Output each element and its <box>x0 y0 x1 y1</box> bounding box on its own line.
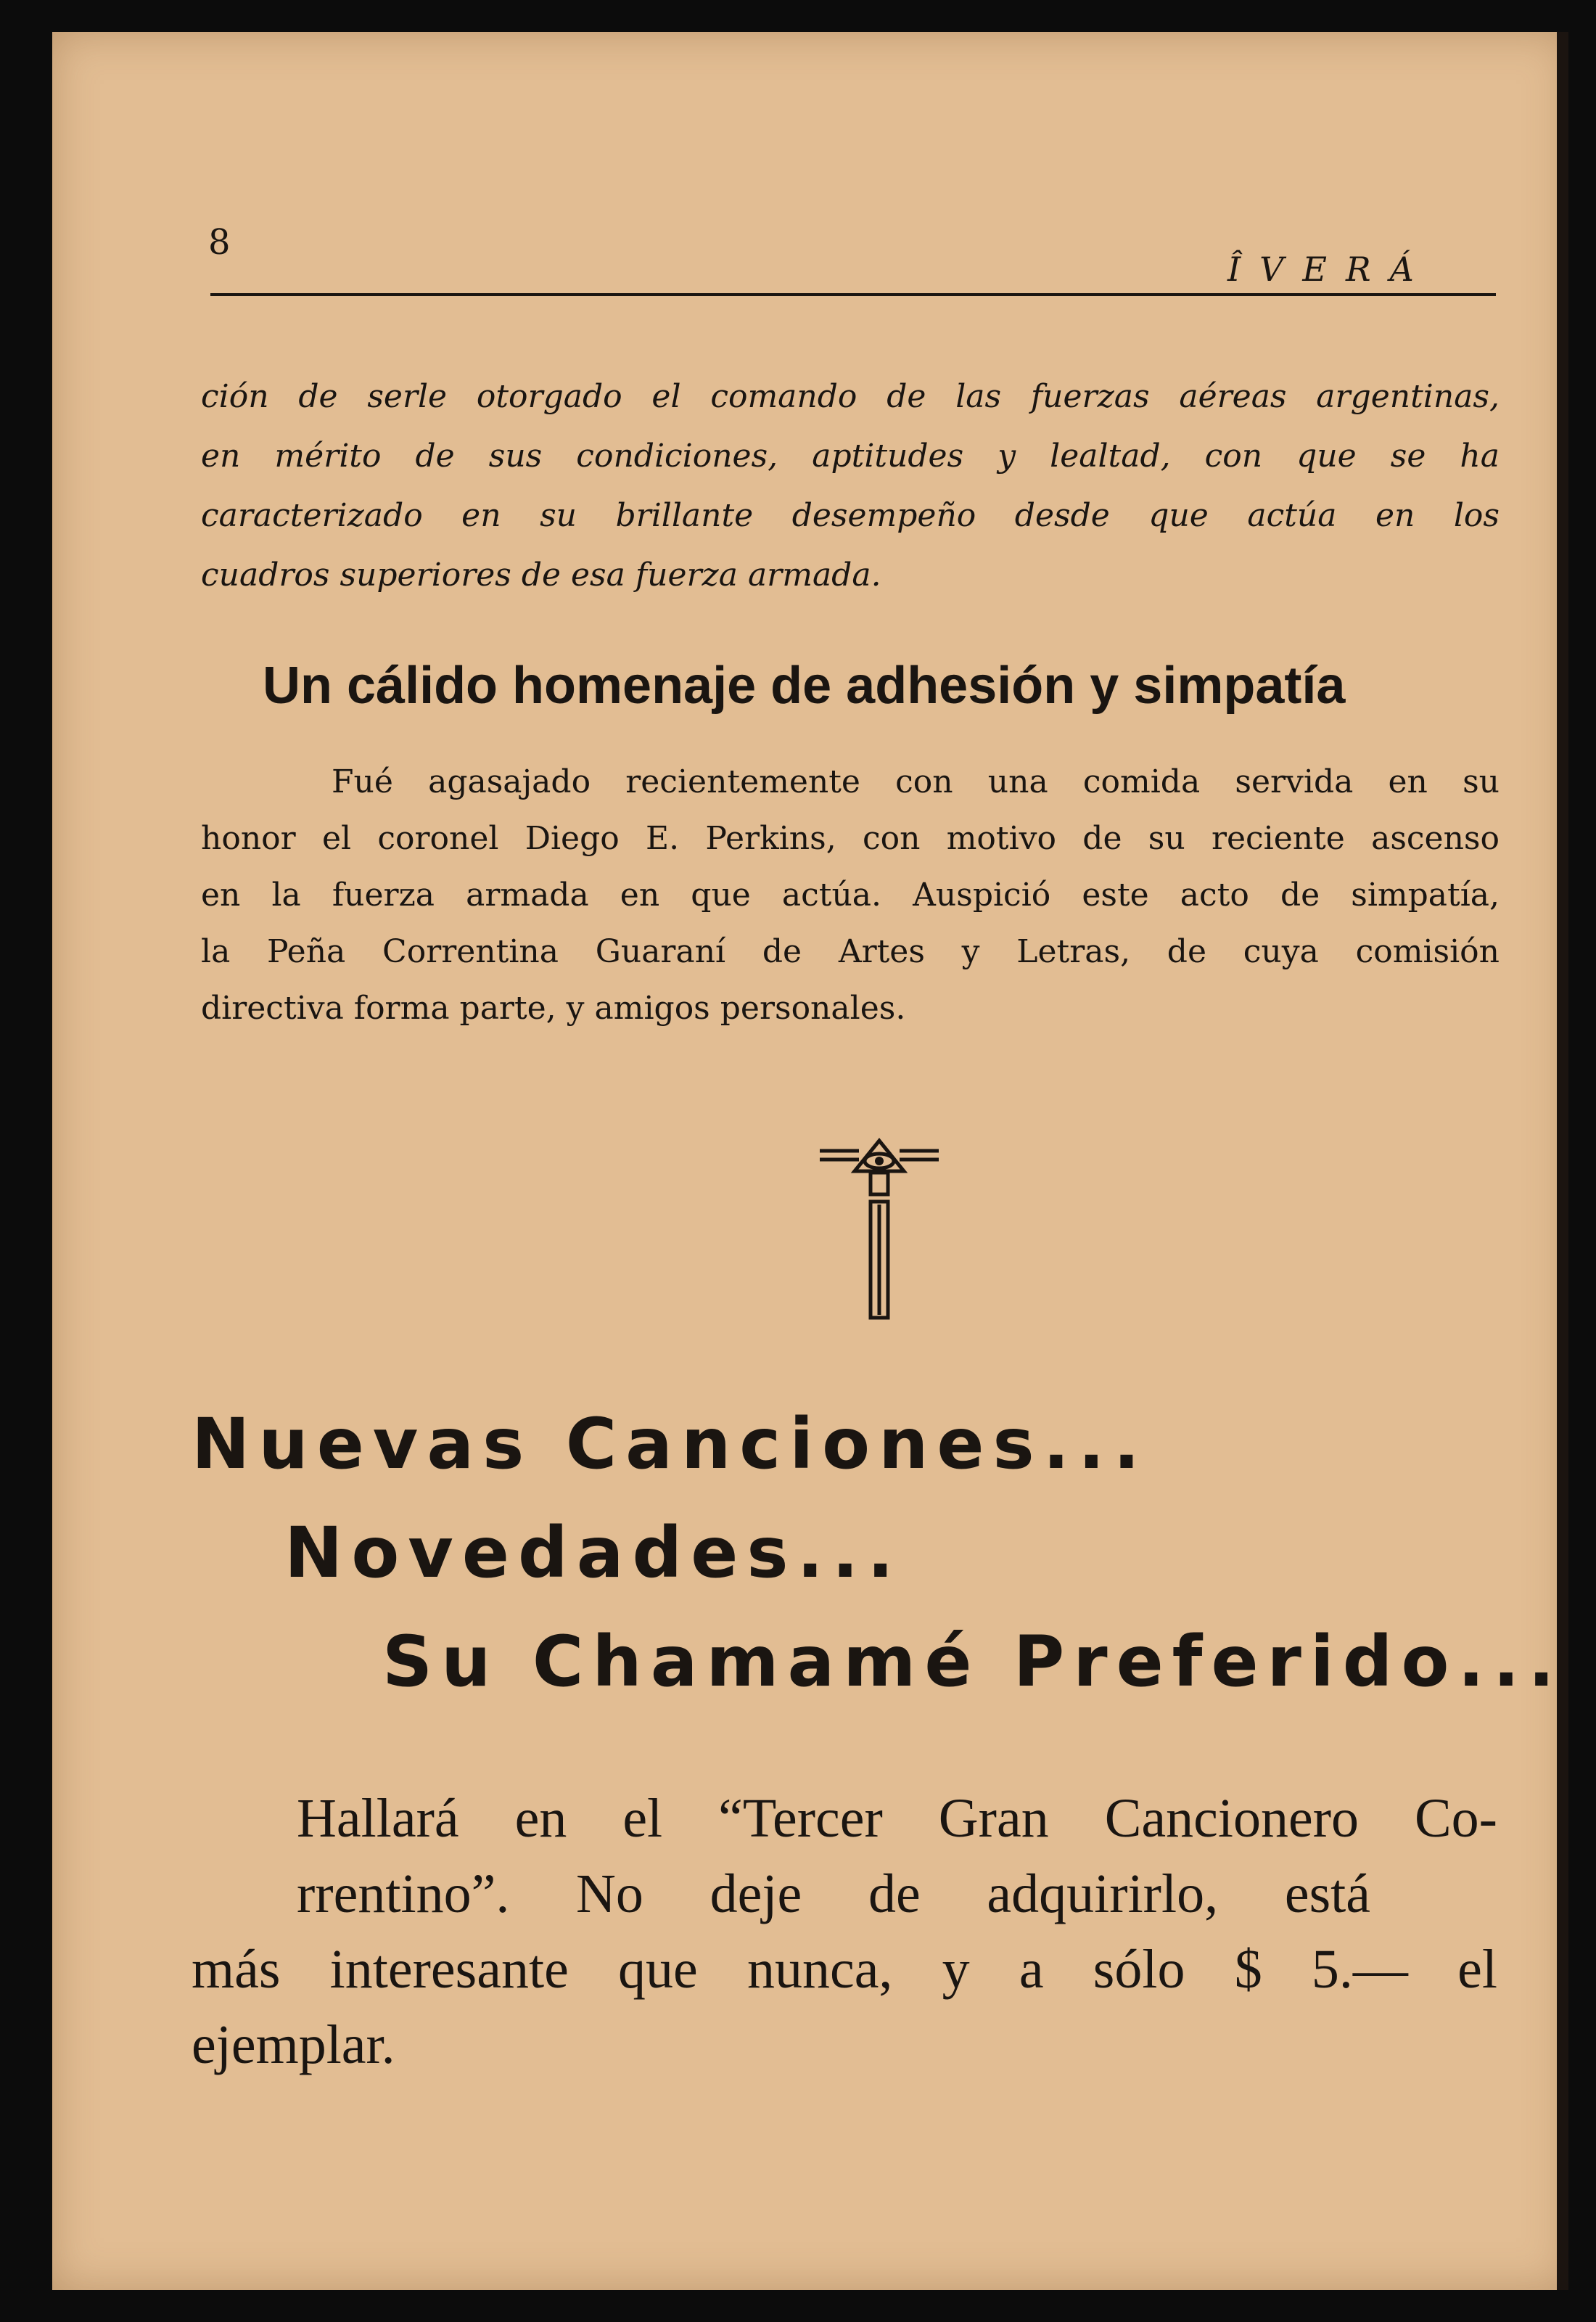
promo-body-line: rrentino”. No deje de adquirirlo, está <box>297 1863 1370 1924</box>
header-rule <box>210 293 1496 296</box>
promo-body-line: más interesante que nunca, y a sólo $ 5.— el <box>192 1939 1497 2000</box>
news-line: la Peña Correntina Guaraní de Artes y Letras, de cuya comisión <box>201 933 1500 970</box>
intro-paragraph <box>201 367 1500 605</box>
intro-line: en mérito de sus condiciones, aptitudes y lealtad, con que se ha <box>201 438 1500 475</box>
news-line: en la fuerza armada en que actúa. Auspició este acto de simpatía, <box>201 877 1500 914</box>
news-line: Fué agasajado recientemente con una comida servida en su <box>332 763 1500 800</box>
intro-line: caracterizado en su brillante desempeño desde que actúa en los <box>201 497 1500 534</box>
promo-body-line: ejemplar. <box>192 2014 395 2075</box>
page-gutter-shadow <box>1557 32 1568 2290</box>
book-page <box>52 32 1568 2290</box>
promo-body-line: Hallará en el “Tercer Gran Cancionero Co- <box>297 1788 1497 1849</box>
news-paragraph <box>201 754 1500 1037</box>
promo-body <box>192 1781 1497 2083</box>
page-number: 8 <box>208 222 231 263</box>
running-title: ÎVERÁ <box>1227 250 1433 289</box>
promo-line-new-songs: Nuevas Canciones... <box>192 1403 1149 1485</box>
news-line: directiva forma parte, y amigos personales. <box>201 990 906 1027</box>
promo-line-novelties: Novedades... <box>284 1512 902 1593</box>
intro-line: cuadros superiores de esa fuerza armada. <box>201 557 881 594</box>
news-headline: Un cálido homenaje de adhesión y simpatía <box>263 657 1346 715</box>
news-line: honor el coronel Diego E. Perkins, con motivo de su reciente ascenso <box>201 820 1500 857</box>
eye-emblem-ornament-icon <box>814 1135 945 1324</box>
promo-line-favorite-chamame: Su Chamamé Preferido... <box>382 1621 1563 1702</box>
intro-line: ción de serle otorgado el comando de las fuerzas aéreas argentinas, <box>201 378 1500 415</box>
